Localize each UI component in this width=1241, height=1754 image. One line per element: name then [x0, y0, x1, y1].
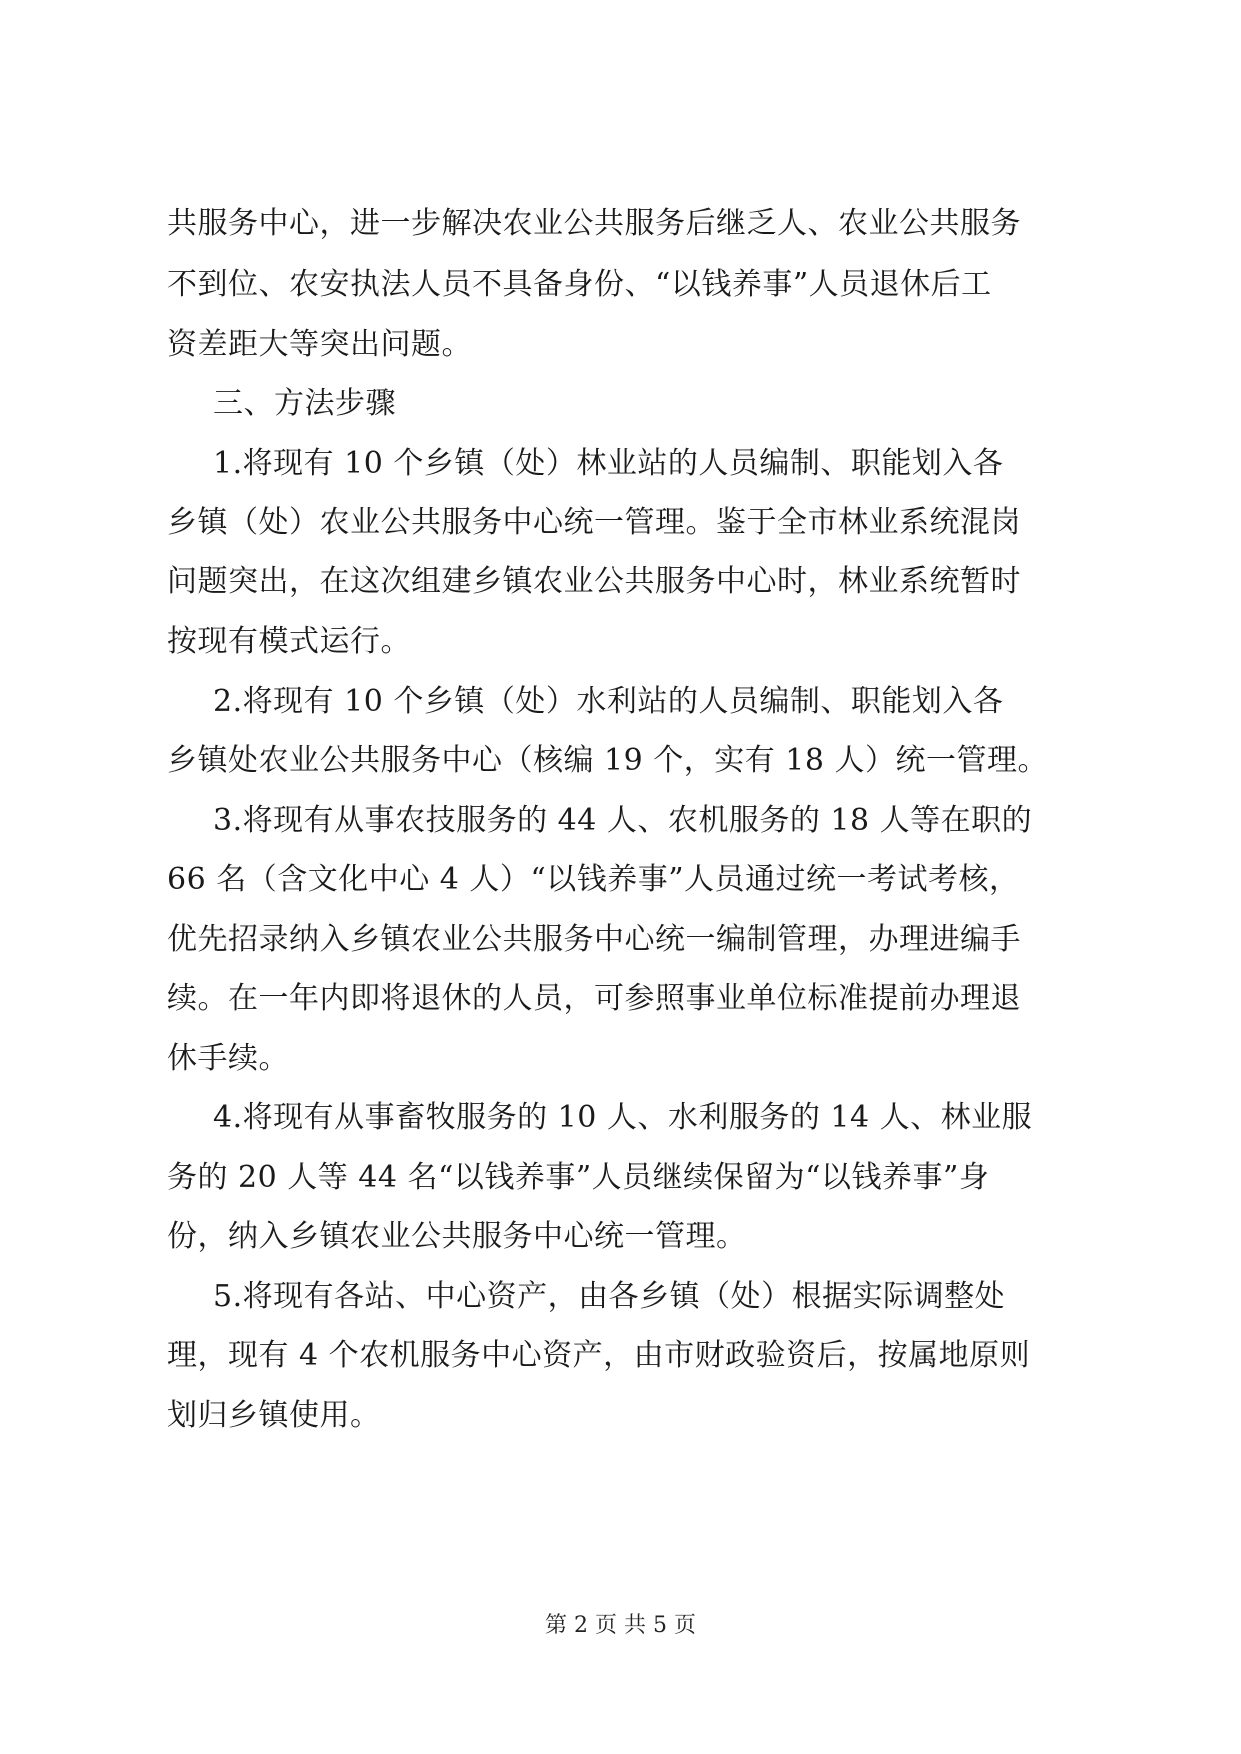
text-line: 划归乡镇使用。 [167, 1398, 381, 1433]
text-line: 4.将现有从事畜牧服务的 10 人、水利服务的 14 人、林业服 [213, 1100, 1033, 1135]
text-line: 续。在一年内即将退休的人员，可参照事业单位标准提前办理退 [167, 981, 1021, 1016]
text-line: 按现有模式运行。 [167, 624, 411, 659]
text-line: 5.将现有各站、中心资产，由各乡镇（处）根据实际调整处 [213, 1279, 1006, 1314]
text-line: 不到位、农安执法人员不具备身份、“以钱养事”人员退休后工 [167, 267, 992, 302]
text-line: 休手续。 [167, 1041, 289, 1076]
text-line: 66 名（含文化中心 4 人）“以钱养事”人员通过统一考试考核， [167, 862, 1020, 897]
text-line: 3.将现有从事农技服务的 44 人、农机服务的 18 人等在职的 [213, 803, 1033, 838]
text-line: 资差距大等突出问题。 [167, 327, 472, 362]
page-number-footer: 第 2 页 共 5 页 [545, 1613, 696, 1638]
text-line: 理，现有 4 个农机服务中心资产，由市财政验资后，按属地原则 [167, 1338, 1031, 1373]
text-line: 乡镇（处）农业公共服务中心统一管理。鉴于全市林业系统混岗 [167, 505, 1021, 540]
text-line: 1.将现有 10 个乡镇（处）林业站的人员编制、职能划入各 [213, 446, 1004, 481]
text-line: 问题突出，在这次组建乡镇农业公共服务中心时，林业系统暂时 [167, 564, 1021, 599]
text-line: 2.将现有 10 个乡镇（处）水利站的人员编制、职能划入各 [213, 684, 1004, 719]
text-line: 共服务中心，进一步解决农业公共服务后继乏人、农业公共服务 [167, 206, 1021, 241]
section-heading: 三、方法步骤 [213, 386, 396, 421]
text-line: 乡镇处农业公共服务中心（核编 19 个，实有 18 人）统一管理。 [167, 743, 1048, 778]
text-line: 优先招录纳入乡镇农业公共服务中心统一编制管理，办理进编手 [167, 922, 1021, 957]
text-line: 份，纳入乡镇农业公共服务中心统一管理。 [167, 1219, 747, 1254]
text-line: 务的 20 人等 44 名“以钱养事”人员继续保留为“以钱养事”身 [167, 1160, 990, 1195]
